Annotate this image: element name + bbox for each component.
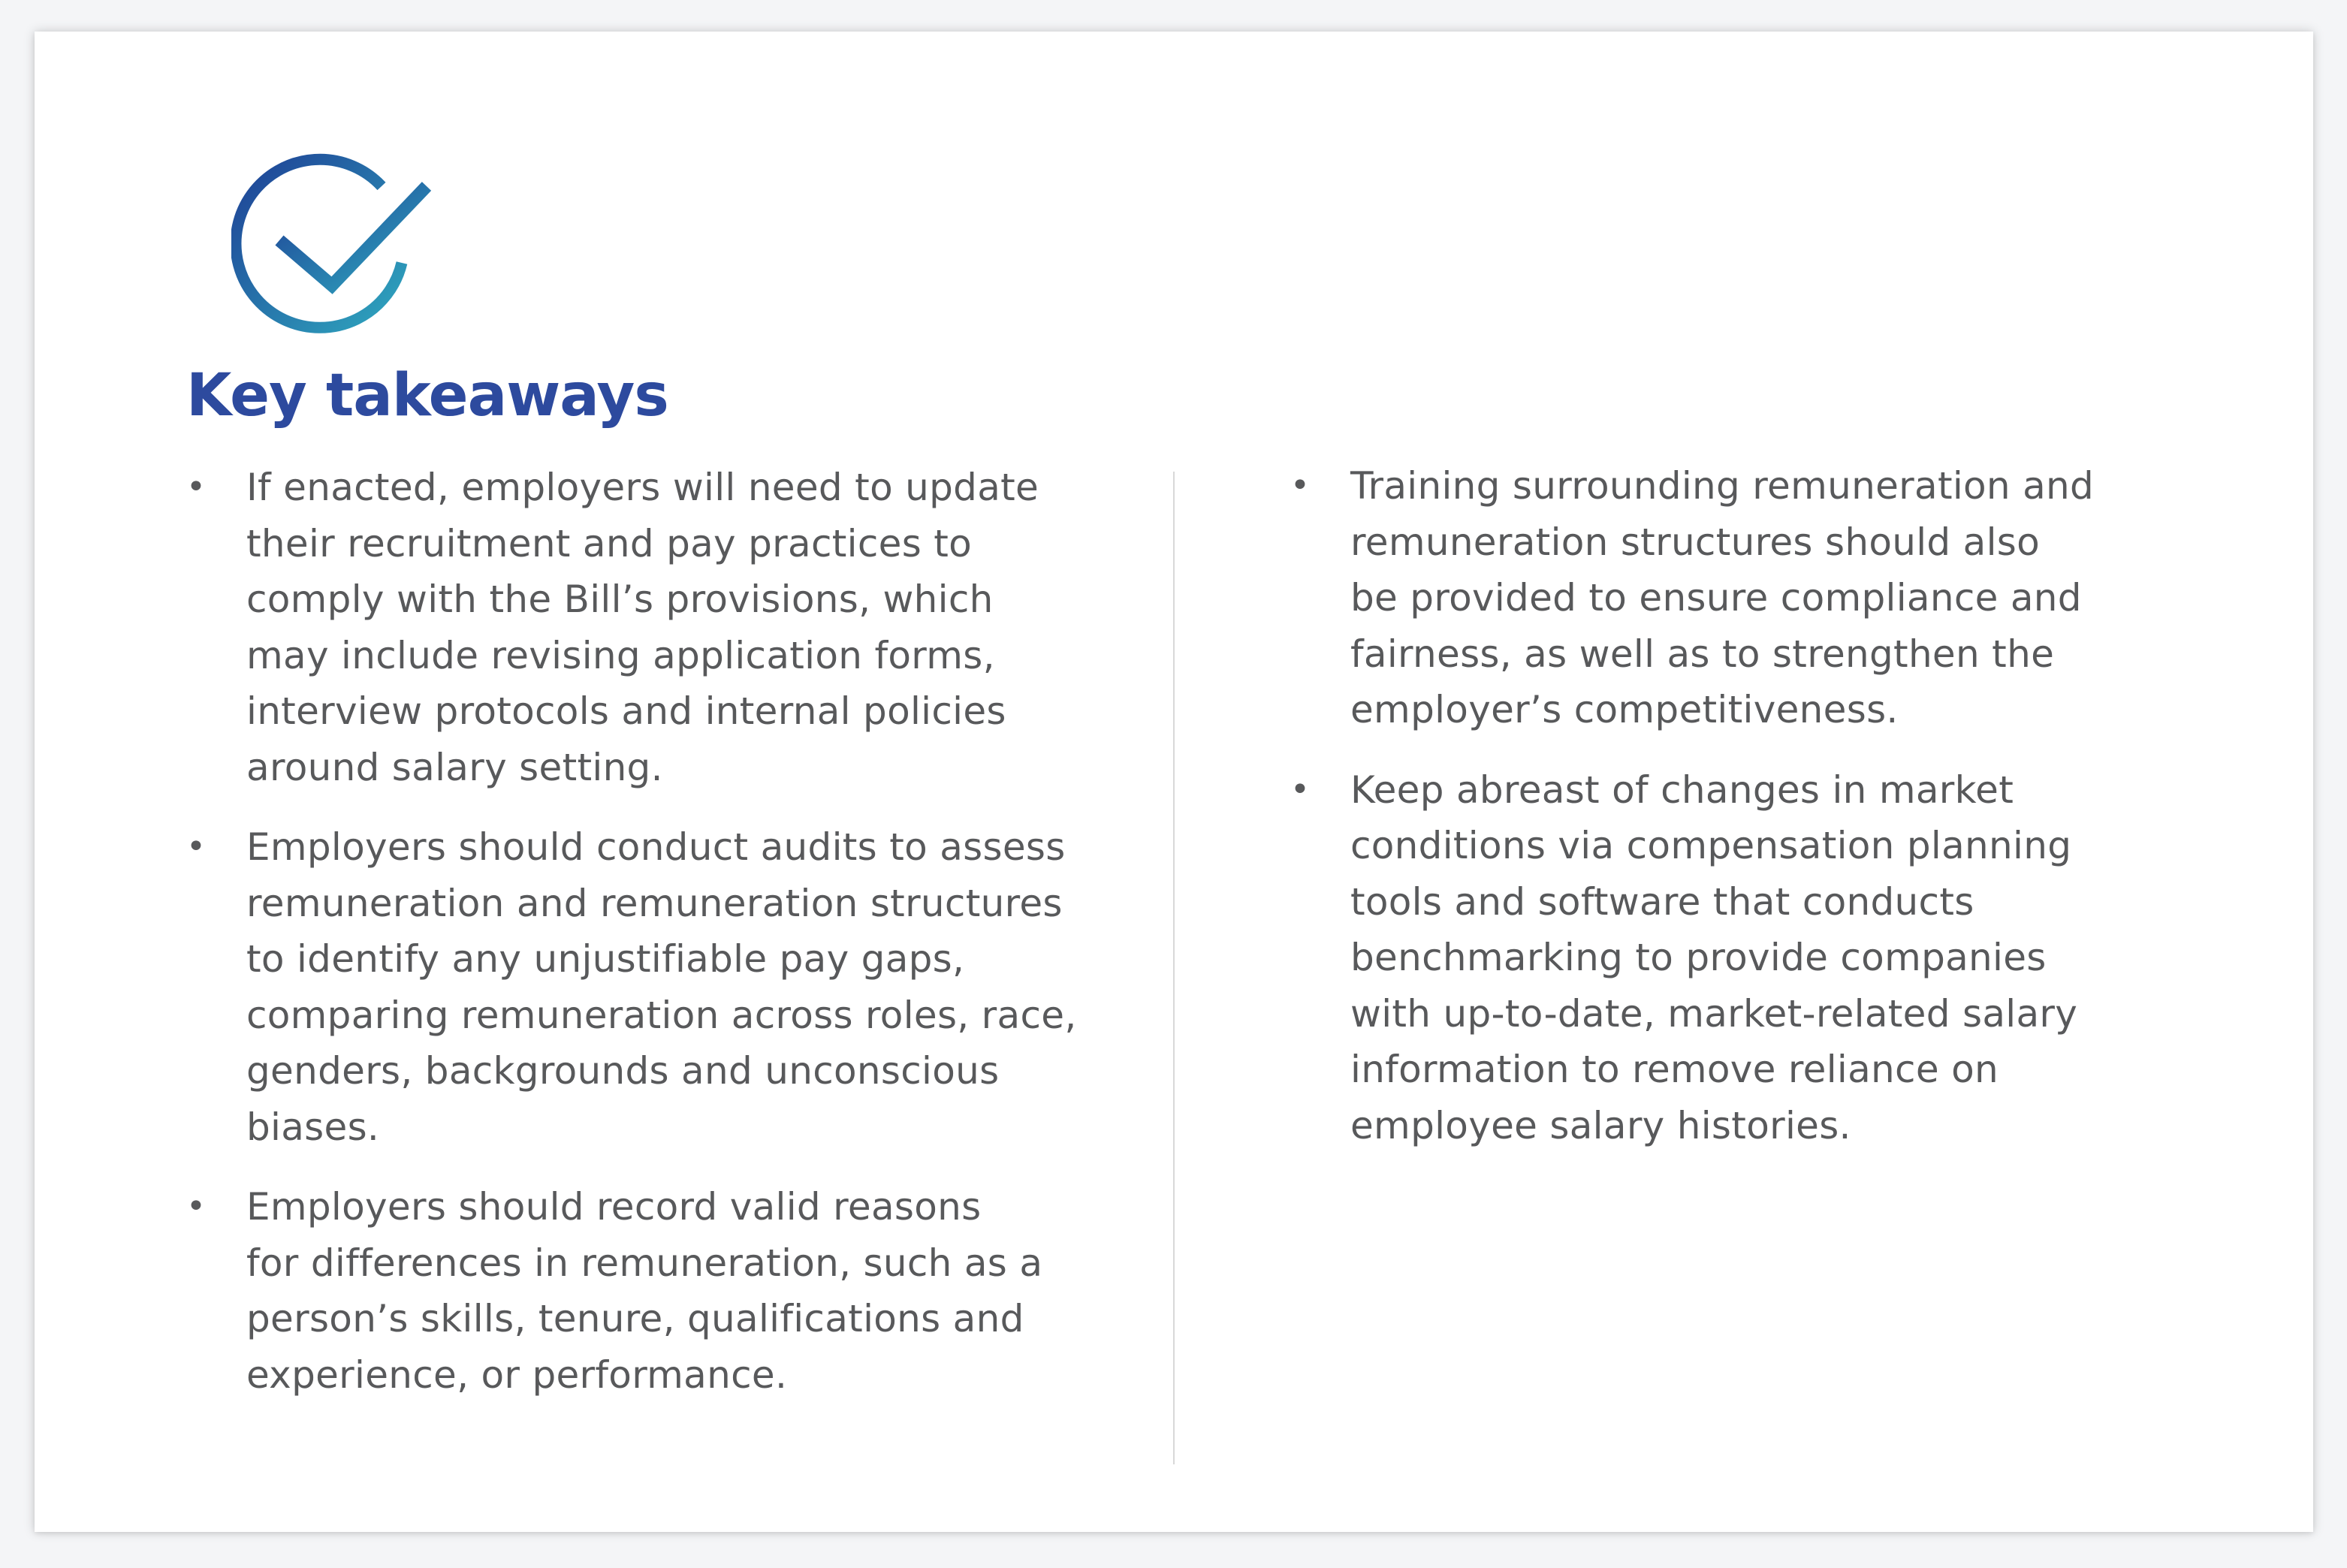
bullet-icon: • <box>186 468 207 506</box>
line: interview protocols and internal policies <box>246 689 1006 733</box>
line: Employers should record valid reasons <box>246 1185 982 1229</box>
bullet-icon: • <box>186 828 207 866</box>
line: benchmarking to provide companies <box>1350 936 2047 979</box>
bullet-icon: • <box>1290 466 1311 505</box>
line: employer’s competitiveness. <box>1350 688 1899 731</box>
line: fairness, as well as to strengthen the <box>1350 632 2055 676</box>
line: biases. <box>246 1105 380 1149</box>
checkmark-circle-icon <box>231 146 434 348</box>
line: experience, or performance. <box>246 1352 788 1397</box>
line: for differences in remuneration, such as a <box>246 1241 1043 1285</box>
line: Employers should conduct audits to assess <box>246 825 1066 869</box>
line: around salary setting. <box>246 745 663 789</box>
list-item <box>186 1179 1125 1403</box>
line: comparing remuneration across roles, race, <box>246 993 1077 1037</box>
right-takeaways-list <box>1290 458 2169 1178</box>
line: tools and software that conducts <box>1350 879 1974 924</box>
line: If enacted, employers will need to update <box>246 466 1039 509</box>
line: Keep abreast of changes in market <box>1350 767 2014 812</box>
list-item <box>186 460 1125 795</box>
line: remuneration and remuneration structures <box>246 881 1063 925</box>
line: person’s skills, tenure, qualifications and <box>246 1297 1024 1340</box>
list-item <box>186 819 1125 1155</box>
line: genders, backgrounds and unconscious <box>246 1049 1000 1093</box>
line: Training surrounding remuneration and <box>1350 464 2095 508</box>
line: comply with the Bill’s provisions, which <box>246 577 994 621</box>
key-takeaways-card <box>35 32 2313 1532</box>
left-takeaways-list <box>186 460 1125 1427</box>
bullet-icon: • <box>1290 770 1311 809</box>
line: employee salary histories. <box>1350 1103 1851 1147</box>
list-item <box>1290 458 2169 738</box>
bullet-icon: • <box>186 1187 207 1226</box>
line: to identify any unjustifiable pay gaps, <box>246 937 965 981</box>
line: information to remove reliance on <box>1350 1048 1999 1091</box>
list-item <box>1290 762 2169 1154</box>
line: with up-to-date, market-related salary <box>1350 991 2078 1036</box>
column-divider <box>1173 472 1175 1464</box>
line: be provided to ensure compliance and <box>1350 576 2082 620</box>
line: may include revising application forms, <box>246 633 995 677</box>
line: remuneration structures should also <box>1350 520 2040 564</box>
line: conditions via compensation planning <box>1350 824 2072 867</box>
page-title: Key takeaways <box>186 362 668 430</box>
line: their recruitment and pay practices to <box>246 521 973 565</box>
